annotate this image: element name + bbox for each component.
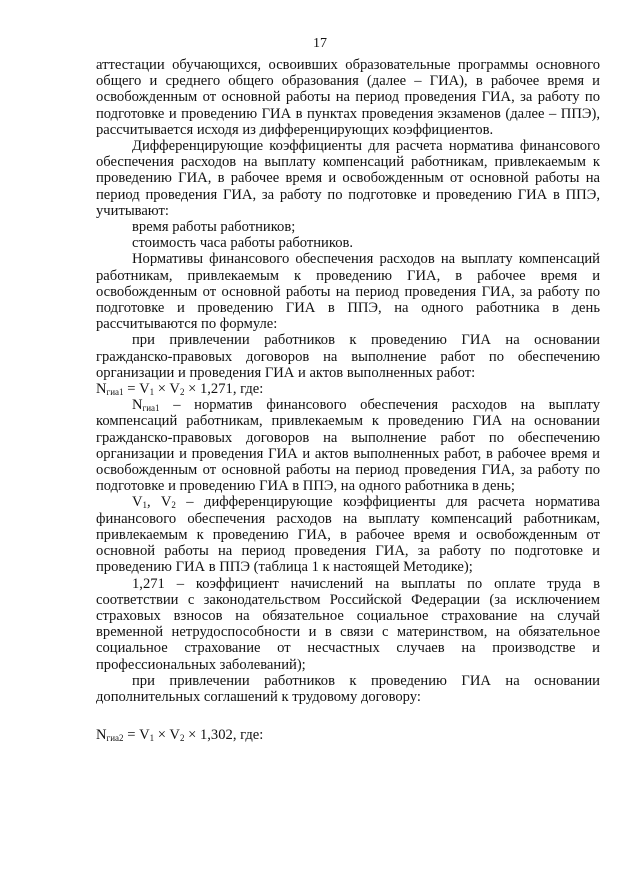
definition-subscript: гиа1 [142,403,160,414]
formula-subscript: 2 [179,387,185,398]
page-number: 17 [313,36,327,51]
definition-symbol: N [132,397,143,414]
formula-text: × V [154,381,180,398]
definition-n [96,397,600,494]
formula-subscript: гиа1 [106,387,124,398]
document-body [96,57,600,743]
list-item: стоимость часа работы работников. [132,235,354,252]
formula-subscript: 1 [149,387,155,398]
paragraph: Нормативы финансового обеспечения расходов на выплату компенсаций работникам, привлекаемым к проведению ГИА, в рабочее время и освобожденным от основной работы на период проведения ГИА, за работу по подготовке и проведению ГИА в ППЭ, на одного работника в день рассчитываются по формуле: [96,251,600,333]
formula-symbol: N [96,727,107,744]
definition-subscript: 2 [171,500,176,511]
formula-text: = V [123,727,150,744]
definition-subscript: 1 [142,500,148,511]
formula-text: × V [154,727,180,744]
paragraph: при привлечении работников к проведению ГИА на основании дополнительных соглашений к трудовому договору: [96,672,600,705]
definition-v [96,494,600,575]
formula-text: × 1,271, где: [184,381,264,398]
formula-1 [96,381,600,397]
formula-text: = V [123,381,150,398]
formula-2 [96,727,600,743]
formula-text: × 1,302, где: [184,727,264,744]
paragraph: Дифференцирующие коэффициенты для расчета норматива финансового обеспечения расходов на выплату компенсаций работникам, привлекаемым к проведению ГИА, в рабочее время и освобожденным от основной работы на период проведения ГИА, за работу по подготовке и проведению ГИА в ППЭ, учитывают: [96,138,600,219]
paragraph: аттестации обучающихся, освоивших образовательные программы основного общего и среднего общего образования (далее – ГИА), в рабочее время и освобожденным от основной работы на период проведения ГИА, за работу по подготовке и проведению ГИА в пунктах проведения экзаменов (далее – ППЭ), рассчитывается исходя из дифференцирующих коэффициентов. [96,57,600,138]
formula-symbol: N [96,381,107,398]
formula-subscript: гиа2 [106,733,124,744]
formula-subscript: 2 [179,733,185,744]
paragraph: при привлечении работников к проведению ГИА на основании гражданско-правовых договоров на выполнение работ по обеспечению организации и проведения ГИА и актов выполненных работ: [96,332,600,381]
list-item: время работы работников; [132,219,296,236]
definition-text: – норматив финансового обеспечения расходов на выплату компенсаций работникам, привлекаемым к проведению ГИА на основании гражданско-правовых договоров на выполнение работ по обеспечению организации и проведения ГИА и актов выполненных работ, в рабочее время и освобожденным от основной работы на период проведения ГИА, за работу по подготовке и проведению ГИА в ППЭ, на одного работника в день; [96,397,600,495]
formula-subscript: 1 [149,733,155,744]
paragraph: 1,271 – коэффициент начислений на выплаты по оплате труда в соответствии с законодательством Российской Федерации (за исключением страховых взносов на обязательное социальное страхование на случай временной нетрудоспособности и в связи с материнством, на обязательное социальное страхование от несчастных случаев на производстве и профессиональных заболеваний); [96,575,600,673]
definition-text: – дифференцирующие коэффициенты для расчета норматива финансового обеспечения расходов на выплату компенсаций работникам, привлекаемым к проведению ГИА, в рабочее время и освобожденным от основной работы на период проведения ГИА, за работу по подготовке и проведению ГИА в ППЭ (таблица 1 к настоящей Методике); [96,494,600,576]
definition-symbol: V [132,494,143,511]
definition-symbol: , V [147,494,172,511]
